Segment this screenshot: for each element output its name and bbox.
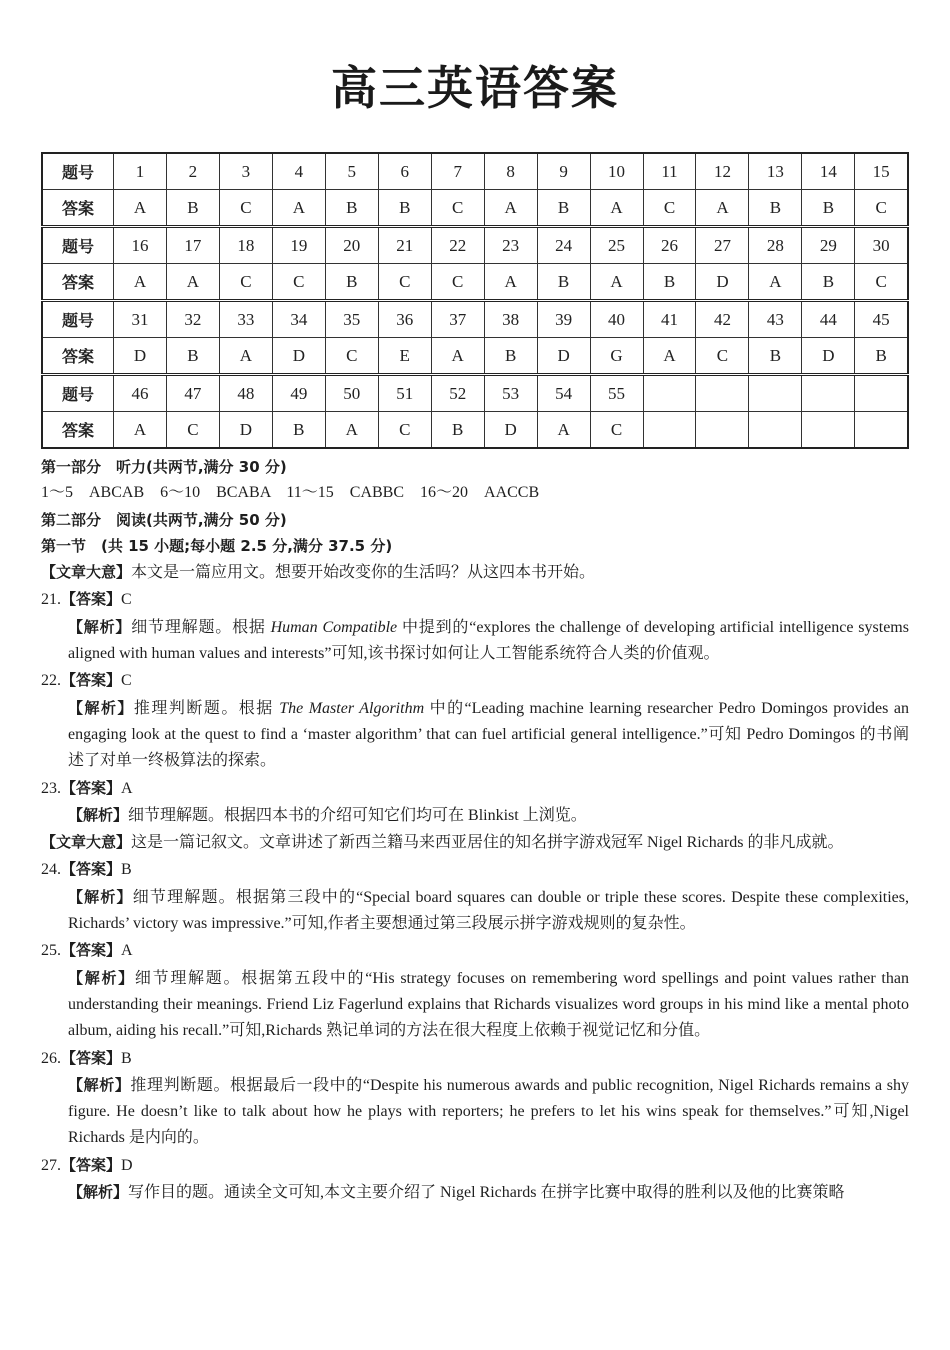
question-number-cell (855, 375, 908, 412)
answer-letter: B (121, 861, 132, 879)
answer-cell: C (696, 338, 749, 375)
question-number-cell: 12 (696, 153, 749, 190)
analysis-text: 推理判断题。根据 (133, 699, 280, 717)
question-analysis (41, 802, 909, 829)
question-number-cell: 3 (219, 153, 272, 190)
answer-row (42, 264, 908, 301)
answer-cell (749, 412, 802, 449)
answer-cell: A (537, 412, 590, 449)
question-number: 23. (41, 779, 61, 797)
answer-cell: B (749, 190, 802, 227)
answer-key-table (41, 152, 909, 449)
answer-cell: A (590, 264, 643, 301)
question-number-cell: 25 (590, 227, 643, 264)
answer-tag: 【答案】 (61, 671, 122, 690)
answer-cell: A (749, 264, 802, 301)
question-number-cell: 2 (166, 153, 219, 190)
answer-row (42, 190, 908, 227)
answer-cell: A (431, 338, 484, 375)
question-number-row (42, 227, 908, 264)
question-number: 26. (41, 1049, 61, 1067)
question-number: 22. (41, 672, 61, 690)
question-number-cell: 35 (325, 301, 378, 338)
question-number-row (42, 375, 908, 412)
analysis-text-cont: 中的“Leading machine learning researcher Pedro Domingos provides an engaging look at the quest to find a ‘master algorithm’ that can fuel artificial general intelligence.”可知 Pedro Domingos 的书阐述了对单一终极算法的探索。 (68, 699, 909, 770)
question-number-cell (749, 375, 802, 412)
question-number-cell: 34 (272, 301, 325, 338)
question-number-cell: 54 (537, 375, 590, 412)
answer-cell: B (484, 338, 537, 375)
summary-tag: 【文章大意】 (41, 563, 132, 582)
listening-answers: 1～5 ABCAB 6～10 BCABA 11～15 CABBC 16～20 AACCB (41, 484, 540, 502)
question-number-cell: 55 (590, 375, 643, 412)
question-answer (41, 1045, 909, 1072)
row-label-number: 题号 (42, 153, 114, 190)
analysis-text: 细节理解题。根据四本书的介绍可知它们均可在 Blinkist 上浏览。 (128, 806, 587, 824)
summary-text: 这是一篇记叙文。文章讲述了新西兰籍马来西亚居住的知名拼字游戏冠军 Nigel Richards 的非凡成就。 (131, 834, 844, 852)
answer-cell: C (855, 264, 908, 301)
question-number-cell: 10 (590, 153, 643, 190)
question-number-cell: 27 (696, 227, 749, 264)
question-answer (41, 856, 909, 883)
question-number-cell: 29 (802, 227, 855, 264)
answer-tag: 【答案】 (61, 590, 122, 609)
answer-cell: C (590, 412, 643, 449)
question-number: 27. (41, 1156, 61, 1174)
question-number-cell: 38 (484, 301, 537, 338)
answer-cell: D (537, 338, 590, 375)
question-number-cell: 14 (802, 153, 855, 190)
question-number-cell: 9 (537, 153, 590, 190)
question-analysis (41, 965, 909, 1045)
question-number-cell: 28 (749, 227, 802, 264)
answer-cell (643, 412, 696, 449)
answer-cell: D (272, 338, 325, 375)
question-number-cell (643, 375, 696, 412)
question-number-cell: 50 (325, 375, 378, 412)
analysis-tag: 【解析】 (68, 1183, 129, 1202)
part2-heading: 第二部分 阅读(共两节,满分 50 分) (41, 510, 287, 529)
answer-cell: D (802, 338, 855, 375)
part1-heading: 第一部分 听力(共两节,满分 30 分) (41, 458, 287, 476)
analysis-text: 写作目的题。通读全文可知,本文主要介绍了 Nigel Richards 在拼字比赛中取得的胜利以及他的比赛策略 (128, 1184, 845, 1202)
question-number-cell: 49 (272, 375, 325, 412)
answer-cell: B (537, 264, 590, 301)
answer-tag: 【答案】 (61, 1048, 122, 1067)
row-label-answer: 答案 (42, 412, 114, 449)
question-analysis (41, 695, 909, 775)
answer-cell: E (378, 338, 431, 375)
question-number-cell: 32 (166, 301, 219, 338)
question-answer (41, 667, 909, 694)
analysis-tag: 【解析】 (68, 887, 133, 906)
passage-summary (41, 829, 909, 856)
question-number-cell: 44 (802, 301, 855, 338)
question-number-cell: 51 (378, 375, 431, 412)
answer-letter: D (121, 1156, 133, 1174)
question-analysis (41, 1179, 909, 1206)
analysis-tag: 【解析】 (68, 968, 135, 987)
answer-cell: D (484, 412, 537, 449)
answer-cell: A (484, 264, 537, 301)
answer-cell: C (431, 264, 484, 301)
question-number-cell: 42 (696, 301, 749, 338)
row-label-answer: 答案 (42, 338, 114, 375)
question-answer (41, 586, 909, 613)
answer-cell: B (431, 412, 484, 449)
analysis-tag: 【解析】 (68, 698, 134, 717)
answer-cell: D (219, 412, 272, 449)
row-label-answer: 答案 (42, 264, 114, 301)
answer-letter: B (121, 1049, 132, 1067)
answer-cell: A (272, 190, 325, 227)
question-number-cell: 7 (431, 153, 484, 190)
book-title: The Master Algorithm (279, 699, 425, 717)
answer-cell: B (378, 190, 431, 227)
question-number-cell: 31 (114, 301, 167, 338)
question-number: 24. (41, 861, 61, 879)
question-number: 21. (41, 591, 61, 609)
summary-text: 本文是一篇应用文。想要开始改变你的生活吗？从这四本书开始。 (131, 564, 596, 582)
answer-cell: D (696, 264, 749, 301)
answer-cell: B (325, 264, 378, 301)
answer-cell: C (219, 264, 272, 301)
row-label-number: 题号 (42, 301, 114, 338)
answer-cell: C (431, 190, 484, 227)
question-answer (41, 937, 909, 964)
question-analysis (41, 614, 909, 668)
answer-cell: C (325, 338, 378, 375)
answer-cell (802, 412, 855, 449)
row-label-answer: 答案 (42, 190, 114, 227)
answer-letter: A (121, 942, 133, 960)
analysis-tag: 【解析】 (68, 805, 129, 824)
question-number-cell: 18 (219, 227, 272, 264)
question-number-cell: 36 (378, 301, 431, 338)
answer-cell: C (166, 412, 219, 449)
page-title: 高三英语答案 (331, 61, 619, 115)
question-number-cell: 13 (749, 153, 802, 190)
question-number-cell: 46 (114, 375, 167, 412)
analysis-text: 推理判断题。根据最后一段中的“Despite his numerous awards and public recognition, Nigel Richards remains a shy figure. He doesn’t like to talk about how he plays with reporters; he prefers to let his wins speak for themselves.”可知,Nigel Richards 是内向的。 (68, 1076, 909, 1147)
question-number-cell: 39 (537, 301, 590, 338)
question-number-row (42, 153, 908, 190)
passages (41, 559, 909, 1206)
analysis-text-cont: 中提到的“explores the challenge of developing artificial intelligence systems aligned with human values and interests”可知,该书探讨如何让人工智能系统符合人类的价值观。 (68, 618, 909, 663)
question-number-cell: 1 (114, 153, 167, 190)
question-number-cell: 45 (855, 301, 908, 338)
question-number-cell: 47 (166, 375, 219, 412)
answer-cell: B (749, 338, 802, 375)
analysis-tag: 【解析】 (68, 1075, 131, 1094)
question-number-cell: 53 (484, 375, 537, 412)
answer-cell: G (590, 338, 643, 375)
question-number-cell: 20 (325, 227, 378, 264)
question-analysis (41, 1072, 909, 1152)
question-number-cell: 52 (431, 375, 484, 412)
answer-cell: B (537, 190, 590, 227)
analysis-text: 细节理解题。根据第三段中的“Special board squares can double or triple these scores. Despite these complexities, Richards’ victory was impressive.”可知,作者主要想通过第三段展示拼字游戏规则的复杂性。 (68, 888, 909, 933)
answer-cell: B (166, 190, 219, 227)
answer-cell: C (378, 264, 431, 301)
answer-explanations (41, 454, 909, 1206)
question-number-cell: 40 (590, 301, 643, 338)
question-number-cell: 26 (643, 227, 696, 264)
question-number-cell: 11 (643, 153, 696, 190)
answer-tag: 【答案】 (61, 941, 122, 960)
answer-cell: B (272, 412, 325, 449)
question-number-cell: 17 (166, 227, 219, 264)
answer-cell: A (643, 338, 696, 375)
question-number-cell: 21 (378, 227, 431, 264)
section1-heading: 第一节 (共 15 小题;每小题 2.5 分,满分 37.5 分) (41, 536, 393, 555)
answer-cell: B (325, 190, 378, 227)
answer-cell: D (114, 338, 167, 375)
answer-cell: C (378, 412, 431, 449)
answer-cell: B (166, 338, 219, 375)
question-number-cell: 43 (749, 301, 802, 338)
book-title: Human Compatible (270, 618, 398, 636)
question-number-cell: 37 (431, 301, 484, 338)
question-number-cell: 5 (325, 153, 378, 190)
answer-cell: C (855, 190, 908, 227)
answer-letter: C (121, 591, 132, 609)
question-number-cell: 22 (431, 227, 484, 264)
question-number-cell: 23 (484, 227, 537, 264)
answer-cell: A (590, 190, 643, 227)
question-number-cell: 16 (114, 227, 167, 264)
answer-cell: A (114, 190, 167, 227)
answer-cell: B (802, 190, 855, 227)
question-number-row (42, 301, 908, 338)
question-number-cell (802, 375, 855, 412)
question-analysis (41, 884, 909, 938)
answer-cell: A (696, 190, 749, 227)
answer-cell (855, 412, 908, 449)
row-label-number: 题号 (42, 375, 114, 412)
answer-cell: A (484, 190, 537, 227)
question-number-cell (696, 375, 749, 412)
answer-cell: A (114, 264, 167, 301)
summary-tag: 【文章大意】 (41, 833, 132, 852)
question-number-cell: 19 (272, 227, 325, 264)
answer-tag: 【答案】 (61, 1155, 122, 1174)
question-number-cell: 15 (855, 153, 908, 190)
question-number-cell: 24 (537, 227, 590, 264)
answer-cell: A (325, 412, 378, 449)
analysis-text: 细节理解题。根据 (131, 618, 271, 636)
answer-row (42, 412, 908, 449)
analysis-text: 细节理解题。根据第五段中的“His strategy focuses on remembering word spellings and point values rather than understanding their meanings. Friend Liz Fagerlund explains that Richards visualizes word groups in his mind like a mental photo album, aiding his recall.”可知,Richards 熟记单词的方法在很大程度上依赖于视觉记忆和分值。 (68, 969, 909, 1040)
answer-cell: C (643, 190, 696, 227)
question-number-cell: 8 (484, 153, 537, 190)
answer-cell: C (219, 190, 272, 227)
question-answer (41, 775, 909, 802)
answer-letter: C (121, 672, 132, 690)
answer-cell: A (166, 264, 219, 301)
question-number-cell: 41 (643, 301, 696, 338)
question-number-cell: 48 (219, 375, 272, 412)
answer-cell: B (802, 264, 855, 301)
question-answer (41, 1152, 909, 1179)
answer-cell: B (855, 338, 908, 375)
answer-cell (696, 412, 749, 449)
question-number-cell: 33 (219, 301, 272, 338)
answer-cell: C (272, 264, 325, 301)
answer-cell: A (114, 412, 167, 449)
analysis-tag: 【解析】 (68, 617, 132, 636)
row-label-number: 题号 (42, 227, 114, 264)
answer-tag: 【答案】 (61, 778, 122, 797)
answer-cell: B (643, 264, 696, 301)
answer-row (42, 338, 908, 375)
answer-tag: 【答案】 (61, 860, 122, 879)
question-number-cell: 4 (272, 153, 325, 190)
answer-cell: A (219, 338, 272, 375)
question-number-cell: 30 (855, 227, 908, 264)
answer-letter: A (121, 779, 133, 797)
question-number-cell: 6 (378, 153, 431, 190)
passage-summary (41, 559, 909, 586)
question-number: 25. (41, 942, 61, 960)
